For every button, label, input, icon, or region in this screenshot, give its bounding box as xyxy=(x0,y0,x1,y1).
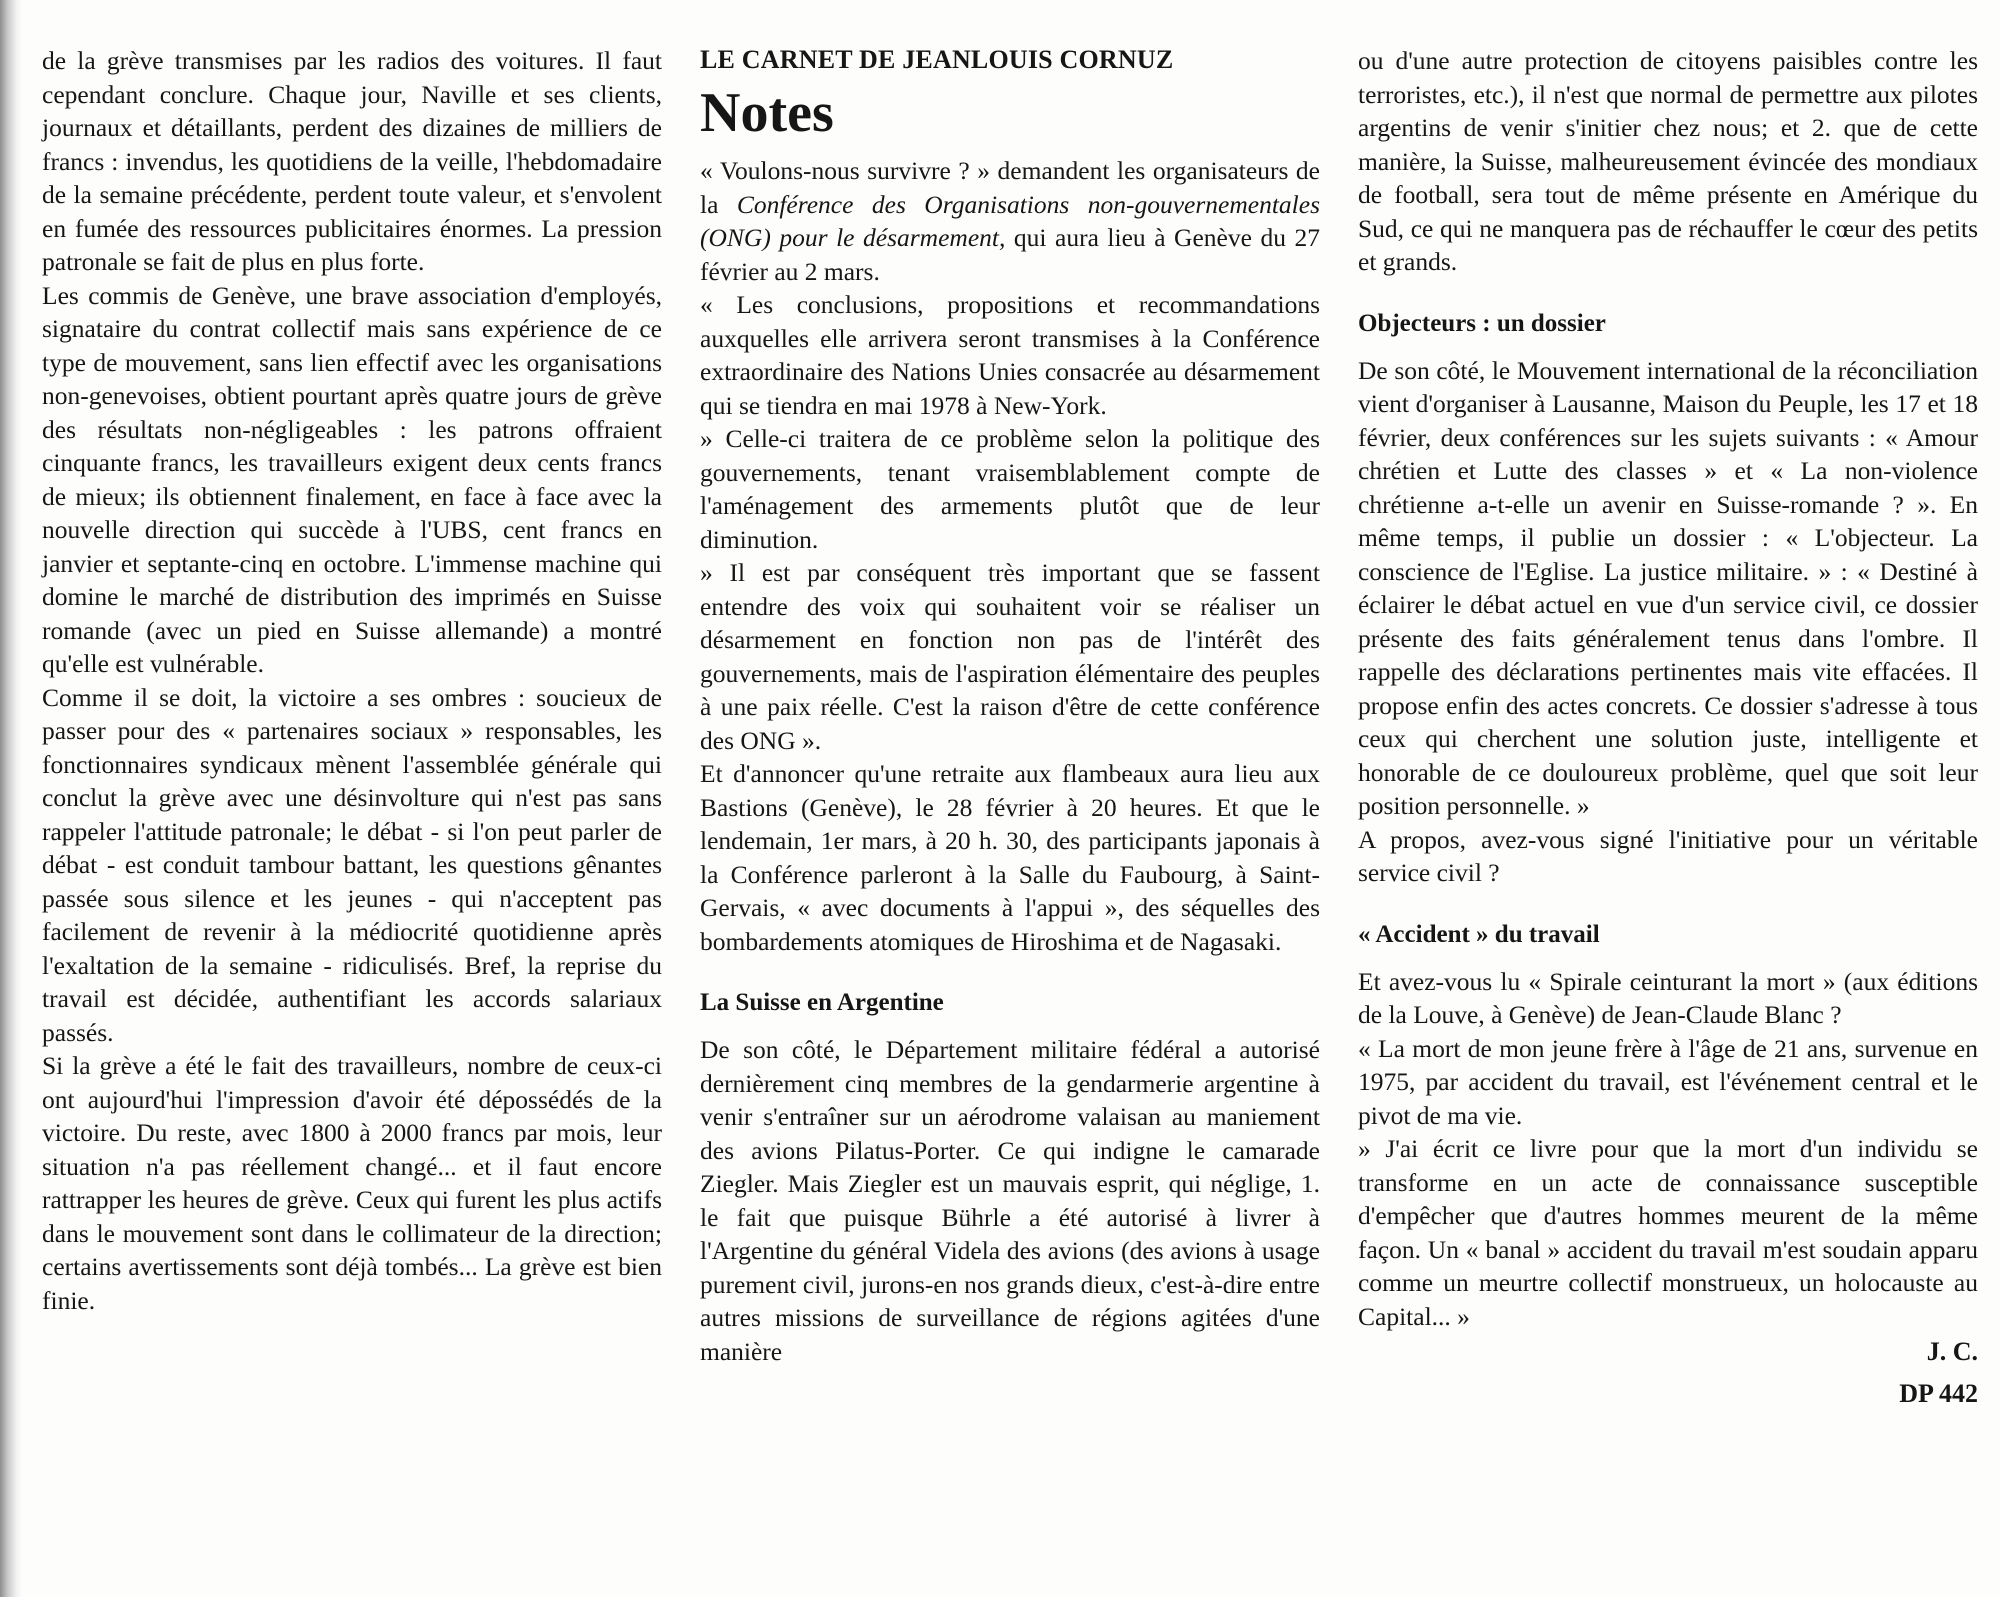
paragraph: » Celle-ci traitera de ce problème selon la politique des gouvernements, tenant vraisemblablement compte de l'aménagement des armements plutôt que de leur diminution. xyxy=(700,424,1320,554)
paragraph: ou d'une autre protection de citoyens paisibles contre les terroristes, etc.), il n'est que normal de permettre aux pilotes argentins de venir s'initier chez nous; et 2. que de cette manière, la Suisse, malheureusement évincée des mondiaux de football, sera tout de même présente en Amérique du Sud, ce qui ne manquera pas de réchauffer le cœur des petits et grands. xyxy=(1358,46,1978,276)
section-heading: Objecteurs : un dossier xyxy=(1358,309,1606,337)
conference-name: Conférence des Organisations non-gouvernementales (ONG) pour le désarmement, xyxy=(700,189,1320,252)
paragraph: De son côté, le Département militaire fédéral a autorisé dernièrement cinq membres de la gendarmerie argentine à venir s'entraîner sur un aérodrome valaisan au maniement des avions Pilatus-Porter. Ce qui indigne le camarade Ziegler. Mais Ziegler est un mauvais esprit, qui néglige, 1. le fait que puisque Bührle a été autorisé à livrer à l'Argentine du général Videla des avions (des avions à usage purement civil, jurons-en nos grands dieux, c'est-à-dire entre autres missions de surveillance de régions agitées d'une manière xyxy=(700,1035,1320,1366)
binding-shadow xyxy=(0,0,22,1597)
paragraph: « Les conclusions, propositions et recommandations auxquelles elle arrivera seront transmises à la Conférence extraordinaire des Nations Unies consacrée au désarmement qui se tiendra en mai 1978 à New-York. xyxy=(700,290,1320,420)
column-kicker: LE CARNET DE JEANLOUIS CORNUZ xyxy=(700,45,1174,74)
author-signature: J. C. xyxy=(1926,1337,1978,1366)
section-heading: La Suisse en Argentine xyxy=(700,989,944,1016)
paragraph: Et avez-vous lu « Spirale ceinturant la mort » (aux éditions de la Louve, à Genève) de Jean-Claude Blanc ? xyxy=(1358,966,1978,1029)
paragraph: Les commis de Genève, une brave association d'employés, signataire du contrat collectif mais sans expérience de ce type de mouvement, sans lien effectif avec les organisations non-genevoises, obtient pourtant après quatre jours de grève des résultats non-négligeables : les patrons offraient cinquante francs, les travailleurs exigent deux cents francs de mieux; ils obtiennent finalement, en face à face avec la nouvelle direction qui succède à l'UBS, cent francs en janvier et septante-cinq en octobre. L'immense machine qui domine le marché de distribution des imprimés en Suisse romande (avec un pied en Suisse allemande) a montré qu'elle est vulnérable. xyxy=(42,280,662,678)
intro-paragraph xyxy=(700,154,1320,288)
paragraph: » Il est par conséquent très important que se fassent entendre des voix qui souhaitent voir se réaliser un désarmement en fonction non pas de l'intérêt des gouvernements, mais de l'aspiration élémentaire des peuples à une paix réelle. C'est la raison d'être de cette conférence des ONG ». xyxy=(700,558,1320,755)
issue-number: DP 442 xyxy=(1899,1379,1978,1408)
paragraph: de la grève transmises par les radios des voitures. Il faut cependant conclure. Chaque jour, Naville et ses clients, journaux et détaillants, perdent des dizaines de milliers de francs : invendus, les quotidiens de la veille, l'hebdomadaire de la semaine précédente, perdent toute valeur, et s'envolent en fumée des ressources publicitaires énormes. La pression patronale se fait de plus en plus forte. xyxy=(42,46,662,276)
section-heading: « Accident » du travail xyxy=(1358,920,1600,948)
column-middle xyxy=(700,44,1320,1368)
intro-text-end: qui aura lieu à Genève du 27 février au 2 mars. xyxy=(700,223,1320,286)
paragraph: Et d'annoncer qu'une retraite aux flambeaux aura lieu aux Bastions (Genève), le 28 février à 20 heures. Et que le lendemain, 1er mars, à 20 h. 30, des participants japonais à la Conférence parleront à la Salle du Faubourg, à Saint-Gervais, « avec documents à l'appui », des séquelles des bombardements atomiques de Hiroshima et de Nagasaki. xyxy=(700,759,1320,956)
column-right xyxy=(1358,44,1978,1411)
paragraph: « La mort de mon jeune frère à l'âge de 21 ans, survenue en 1975, par accident du travail, est l'événement central et le pivot de ma vie. xyxy=(1358,1033,1978,1130)
paragraph: » J'ai écrit ce livre pour que la mort d'un individu se transforme en un acte de connaissance susceptible d'empêcher que d'autres hommes meurent de la même façon. Un « banal » accident du travail m'est soudain apparu comme un meurtre collectif monstrueux, un holocauste au Capital... » xyxy=(1358,1134,1978,1331)
paragraph: Comme il se doit, la victoire a ses ombres : soucieux de passer pour des « partenaires sociaux » responsables, les fonctionnaires syndicaux mènent l'assemblée générale qui conclut la grève avec une désinvolture qui n'est pas sans rappeler l'attitude patronale; le débat - si l'on peut parler de débat - est conduit tambour battant, les questions gênantes passée sous silence et les jeunes - qui n'acceptent pas facilement de revenir à la médiocrité quotidienne après l'exaltation de la semaine - ridiculisés. Bref, la reprise du travail est décidée, authentifiant les accords salariaux passés. xyxy=(42,682,662,1047)
column-left xyxy=(42,44,662,1317)
paragraph: A propos, avez-vous signé l'initiative pour un véritable service civil ? xyxy=(1358,824,1978,887)
article-title: Notes xyxy=(700,82,834,144)
paragraph: De son côté, le Mouvement international de la réconciliation vient d'organiser à Lausanne, Maison du Peuple, les 17 et 18 février, deux conférences sur les sujets suivants : « Amour chrétien et Lutte des classes » et « La non-violence chrétienne a-t-elle un avenir en Suisse-romande ? ». En même temps, il publie un dossier : « L'objecteur. La conscience de l'Eglise. La justice militaire. » : « Destiné à éclairer le débat actuel en vue d'un service civil, ce dossier présente des faits généralement tenus dans l'ombre. Il rappelle des déclarations pertinentes mais vite effacées. Il propose enfin des actes concrets. Ce dossier s'adresse à tous ceux qui cherchent une solution juste, intelligente et honorable de ce douloureux problème, quel que soit leur position personnelle. » xyxy=(1358,355,1978,820)
intro-text: « Voulons-nous survivre ? » demandent les organisateurs de la xyxy=(700,156,1320,219)
paragraph: Si la grève a été le fait des travailleurs, nombre de ceux-ci ont aujourd'hui l'impression d'avoir été dépossédés de la victoire. Du reste, avec 1800 à 2000 francs par mois, leur situation n'a pas réellement changé... et il faut encore rattrapper les heures de grève. Ceux qui furent les plus actifs dans le mouvement sont dans le collimateur de la direction; certains avertissements sont déjà tombés... La grève est bien finie. xyxy=(42,1051,662,1315)
